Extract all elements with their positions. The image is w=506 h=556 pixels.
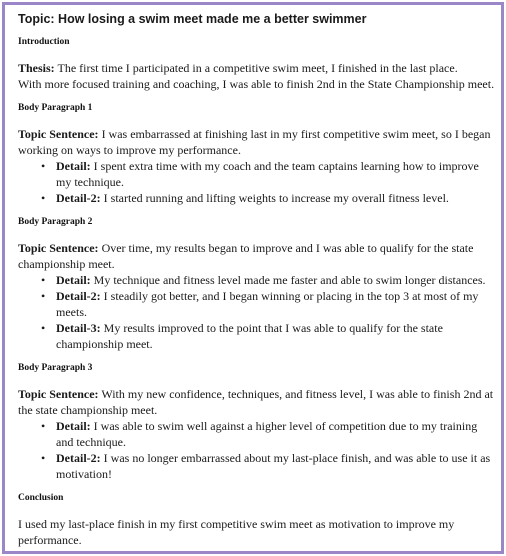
bullet-glyph: • [41,289,46,303]
list-item [18,320,496,352]
document-topic: Topic: How losing a swim meet made me a better swimmer [18,12,367,26]
detail-label: Detail-2: [56,289,101,303]
body-2-topic-label: Topic Sentence: [18,241,99,255]
list-item [18,288,496,320]
body-2-topic-text: Over time, my results began to improve and I was able to qualify for the state championship meet. [18,241,474,271]
thesis-line-2: With more focused training and coaching, I was able to finish 2nd in the State Championship meet. [18,77,495,91]
list-item [18,418,496,450]
introduction-heading: Introduction [18,37,70,47]
detail-text: My results improved to the point that I was able to qualify for the state championship meet. [56,321,443,351]
body-1-topic-text: I was embarrassed at finishing last in my first competitive swim meet, so I began working on ways to improve my performance. [18,127,491,157]
body-2-details-list [18,272,496,352]
body-paragraph-1-heading: Body Paragraph 1 [18,103,93,113]
detail-text: My technique and fitness level made me faster and able to swim longer distances. [93,273,486,287]
detail-text: I was no longer embarrassed about my last-place finish, and was able to use it as motivation! [56,451,491,481]
detail-label: Detail-2: [56,191,101,205]
body-3-topic-label: Topic Sentence: [18,387,99,401]
bullet-glyph: • [41,321,46,335]
body-1-topic-label: Topic Sentence: [18,127,99,141]
detail-label: Detail: [56,159,91,173]
body-3-topic-text: With my new confidence, techniques, and fitness level, I was able to finish 2nd at the state championship meet. [18,387,494,417]
thesis-paragraph [18,60,496,92]
list-item [18,158,496,190]
document-content [18,11,496,548]
body-1-details-list [18,158,496,206]
bullet-glyph: • [41,159,46,173]
document-frame [2,2,504,554]
detail-label: Detail-2: [56,451,101,465]
bullet-glyph: • [41,191,46,205]
body-3-details-list [18,418,496,482]
detail-text: I started running and lifting weights to increase my overall fitness level. [103,191,449,205]
bullet-glyph: • [41,451,46,465]
detail-text: I spent extra time with my coach and the team captains learning how to improve my technique. [56,159,479,189]
conclusion-paragraph: I used my last-place finish in my first competitive swim meet as motivation to improve my performance. [18,517,455,547]
conclusion-heading: Conclusion [18,493,64,503]
detail-label: Detail: [56,273,91,287]
list-item [18,450,496,482]
list-item [18,190,496,206]
thesis-label: Thesis: [18,61,55,75]
list-item [18,272,496,288]
bullet-glyph: • [41,419,46,433]
body-paragraph-2-heading: Body Paragraph 2 [18,217,93,227]
detail-text: I steadily got better, and I began winning or placing in the top 3 at most of my meets. [56,289,479,319]
body-1-topic-sentence [18,126,496,158]
detail-label: Detail: [56,419,91,433]
detail-text: I was able to swim well against a higher level of competition due to my training and technique. [56,419,478,449]
detail-label: Detail-3: [56,321,101,335]
body-2-topic-sentence [18,240,496,272]
body-3-topic-sentence [18,386,496,418]
bullet-glyph: • [41,273,46,287]
thesis-line-1: The first time I participated in a competitive swim meet, I finished in the last place. [57,61,458,75]
body-paragraph-3-heading: Body Paragraph 3 [18,363,93,373]
